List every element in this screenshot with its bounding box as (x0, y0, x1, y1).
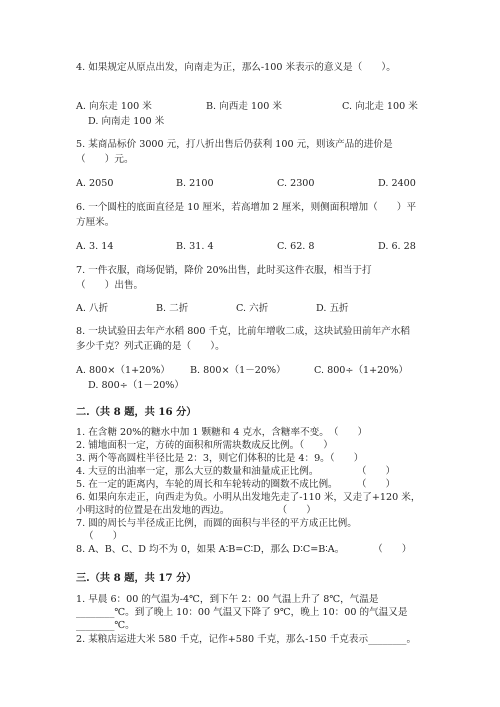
question-5-text-line2: （ ）元。 (76, 154, 134, 165)
question-7-text-line1: 7. 一件衣服，商场促销，降价 20%出售，此时买这件衣服，相当于打 (76, 265, 372, 276)
question-4-option-a: A. 向东走 100 米 (76, 101, 152, 112)
question-5-option-c: C. 2300 (277, 178, 315, 189)
question-8-text-line1: 8. 一块试验田去年产水稻 800 千克，比前年增收二成，这块试验田前年产水稻 (76, 326, 411, 337)
question-6-option-c: C. 62. 8 (277, 241, 315, 252)
section-2-item: 4. 大豆的出油率一定，那么大豆的数量和油量成正比例。 （ ） (76, 466, 396, 477)
question-6-option-a: A. 3. 14 (76, 241, 114, 252)
section-2-item: 3. 两个等高圆柱半径比是 2：3，则它们体积的比是 4：9。（ ） (76, 453, 364, 464)
section-2-item: 7. 圆的周长与半径成正比例，而圆的面积与半径的平方成正比例。 (76, 518, 357, 529)
question-7-text-line2: （ ）出售。 (76, 280, 144, 291)
section-2-item: 5. 在一定的距离内，车轮的周长和车轮转动的圈数不成比例。 （ ） (76, 479, 396, 490)
question-8-option-a: A. 800×（1+20%） (76, 365, 171, 376)
question-7-option-a: A. 八折 (76, 303, 109, 314)
section-3-item: 2. 某粮店运进大米 580 千克，记作+580 千克，那么-150 千克表示________。 (76, 634, 417, 645)
section-3-title: 三.（共 8 题，共 17 分） (76, 572, 197, 584)
section-2-item: 小明这时的位置是在出发地的西边。 （ ） (76, 505, 316, 516)
section-2-item: 2. 铺地面积一定，方砖的面积和所需块数成反比例。（ ） (76, 440, 333, 451)
question-8-text-line2: 多少千克？列式正确的是（ ）。 (76, 341, 225, 352)
question-8-option-b: B. 800×（1－20%） (190, 365, 286, 376)
section-3-item: ________℃。到了晚上 10：00 气温又下降了 9℃，晚上 10：00 的气温又是 (76, 607, 408, 618)
section-2-item: （ ） (84, 531, 123, 542)
section-2-title: 二.（共 8 题，共 16 分） (76, 406, 197, 418)
question-5-option-d: D. 2400 (378, 178, 416, 189)
section-3-item: 1. 早晨 6：00 的气温为-4℃，到下午 2：00 气温上升了 8℃，气温是 (76, 594, 379, 605)
question-5-option-a: A. 2050 (76, 178, 114, 189)
question-6-option-d: D. 6. 28 (378, 241, 416, 252)
question-4-option-d: D. 向南走 100 米 (88, 116, 165, 127)
question-7-option-d: D. 五折 (316, 303, 349, 314)
question-4-option-c: C. 向北走 100 米 (342, 101, 418, 112)
section-2-item: 1. 在含糖 20%的糖水中加 1 颗糖和 4 克水，含糖率不变。 （ ） (76, 427, 368, 438)
question-7-option-c: C. 六折 (236, 303, 269, 314)
question-4-option-b: B. 向西走 100 米 (206, 101, 282, 112)
question-8-option-d: D. 800÷（1－20%） (88, 380, 185, 391)
question-6-text-line1: 6. 一个圆柱的底面直径是 10 厘米，若高增加 2 厘米，则侧面积增加（ ）平 (76, 202, 417, 213)
question-4-text: 4. 如果规定从原点出发，向南走为正，那么-100 米表示的意义是（ ）。 (76, 62, 396, 73)
section-3-item: ________℃。 (76, 620, 135, 631)
section-2-item: 8. A、B、C、D 均不为 0，如果 A∶B=C∶D，那么 D∶C=B∶A。 （ ） (76, 544, 412, 555)
section-2-item: 6. 如果向东走正，向西走为负。小明从出发地先走了-110 米，又走了+120 米， (76, 492, 421, 503)
question-6-option-b: B. 31. 4 (176, 241, 214, 252)
question-5-option-b: B. 2100 (176, 178, 214, 189)
question-7-option-b: B. 二折 (156, 303, 189, 314)
question-8-option-c: C. 800÷（1+20%） (314, 365, 409, 376)
question-5-text-line1: 5. 某商品标价 3000 元，打八折出售后仍获利 100 元，则该产品的进价是 (76, 139, 393, 150)
question-6-text-line2: 方厘米。 (76, 217, 115, 228)
